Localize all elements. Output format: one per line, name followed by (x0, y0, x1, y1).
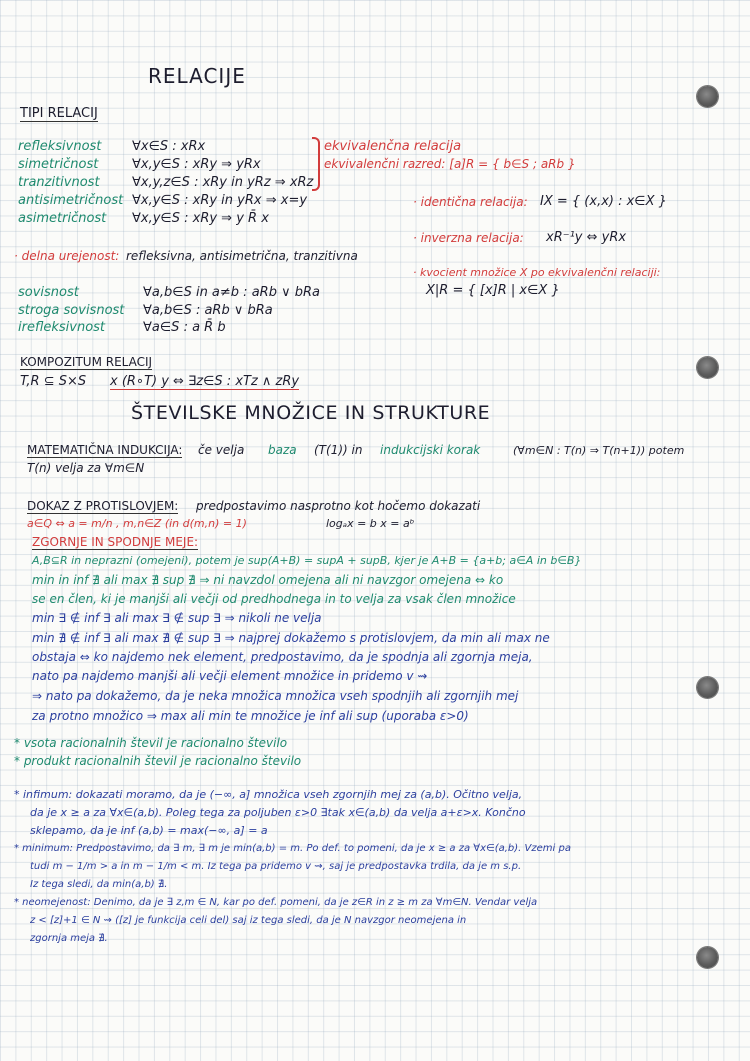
quotient-set-label: · kvocient množice X po ekvivalenčni relaciji: (413, 266, 661, 279)
induction-text: (T(1)) in (314, 443, 363, 457)
bounds-line: za protno množico ⇒ max ali min te množice je inf ali sup (uporaba ε>0) (32, 709, 469, 723)
bounds-line: ⇒ nato pa dokažemo, da je neka množica množica vseh spodnjih ali zgornjih mej (32, 689, 519, 703)
bounds-line: obstaja ⇔ ko najdemo nek element, predpostavimo, da je spodnja ali zgornja meja, (32, 650, 533, 664)
bounds-line: min in inf ∄ ali max ∄ sup ∄ ⇒ ni navzdol omejena ali ni navzgor omejena ⇔ ko (32, 573, 504, 587)
relation-name: sovisnost (18, 285, 79, 300)
binder-hole (697, 677, 718, 698)
bounds-line: min ∄ ∉ inf ∃ ali max ∄ ∉ sup ∃ ⇒ najprej dokažemo s protislovjem, da min ali max ne (32, 631, 550, 645)
contradiction-label: DOKAZ Z PROTISLOVJEM: (27, 499, 179, 513)
identity-relation-definition: IX = { (x,x) : x∈X } (540, 194, 667, 209)
induction-step: indukcijski korak (380, 443, 481, 457)
unboundedness-proof-line: * neomejenost: Denimo, da je ∃ z,m ∈ N, kar po def. pomeni, da je z∈R in z ≥ m za ∀m∈N. Vendar velja (14, 897, 538, 908)
partial-order-label: · delna urejenost: (14, 249, 120, 263)
rational-definition: a∈Q ⇔ a = m/n , m,n∈Z (in d(m,n) = 1) (27, 517, 247, 530)
relation-name: refleksivnost (18, 139, 102, 154)
bounds-line: min ∃ ∉ inf ∃ ali max ∃ ∉ sup ∃ ⇒ nikoli ne velja (32, 611, 322, 625)
relation-name: irefleksivnost (18, 320, 106, 335)
relation-definition: ∀x,y∈S : xRy ⇒ y R̄ x (132, 211, 269, 226)
quotient-set-definition: X|R = { [x]R | x∈X } (426, 283, 560, 298)
infimum-proof-line: da je x ≥ a za ∀x∈(a,b). Poleg tega za poljuben ε>0 ∃tak x∈(a,b) da velja a+ε>x. Končno (30, 806, 526, 819)
relation-definition: ∀x,y∈S : xRy ⇒ yRx (132, 157, 261, 172)
binder-hole (697, 86, 718, 107)
equivalence-relation-label: ekvivalenčna relacija (324, 139, 462, 154)
section-title-stevilske: ŠTEVILSKE MNOŽICE IN STRUKTURE (131, 402, 491, 424)
unboundedness-proof-line: zgornja meja ∄. (30, 933, 108, 944)
logarithm-note: logₐx = b x = aᵇ (326, 517, 415, 530)
relation-definition: ∀x,y,z∈S : xRy in yRz ⇒ xRz (132, 175, 314, 190)
inverse-relation-label: · inverzna relacija: (413, 231, 524, 245)
induction-label: MATEMATIČNA INDUKCIJA: (27, 443, 183, 457)
equivalence-brace (312, 137, 320, 191)
composition-domain: T,R ⊆ S×S (20, 374, 87, 389)
relation-definition: ∀x∈S : xRx (132, 139, 206, 154)
induction-text: (∀m∈N : T(n) ⇒ T(n+1)) potem (513, 444, 685, 457)
minimum-proof-line: Iz tega sledi, da min(a,b) ∄. (30, 879, 168, 890)
relation-definition: ∀a∈S : a R̄ b (143, 320, 226, 335)
identity-relation-label: · identična relacija: (413, 195, 528, 209)
relation-name: simetričnost (18, 157, 99, 172)
bounds-line: nato pa najdemo manjši ali večji element množice in pridemo v ⇝ (32, 669, 428, 683)
rational-sum-note: * vsota racionalnih števil je racionalno število (14, 736, 288, 750)
relation-definition: ∀a,b∈S in a≠b : aRb ∨ bRa (143, 285, 320, 300)
binder-hole (697, 947, 718, 968)
unboundedness-proof-line: z < [z]+1 ∈ N ⇝ ([z] je funkcija celi del) saj iz tega sledi, da je N navzgor neomejena in (30, 915, 467, 926)
section-heading-kompozitum: KOMPOZITUM RELACIJ (20, 355, 153, 369)
binder-hole (697, 357, 718, 378)
relation-name: tranzitivnost (18, 175, 100, 190)
induction-conclusion: T(n) velja za ∀m∈N (27, 461, 145, 475)
relation-name: stroga sovisnost (18, 303, 125, 318)
relation-name: antisimetričnost (18, 193, 124, 208)
bounds-heading: ZGORNJE IN SPODNJE MEJE: (32, 535, 199, 549)
bounds-line: se en člen, ki je manjši ali večji od predhodnega in to velja za vsak člen množice (32, 592, 516, 606)
minimum-proof-line: tudi m − 1/m > a in m − 1/m < m. Iz tega pa pridemo v ⇝, saj je predpostavka trdila, da je m s.p. (30, 861, 522, 872)
equivalence-class-definition: ekvivalenčni razred: [a]R = { b∈S ; aRb } (324, 157, 576, 171)
induction-text: če velja (198, 443, 245, 457)
induction-base: baza (268, 443, 297, 457)
infimum-proof-line: * infimum: dokazati moramo, da je (−∞, a] množica vseh zgornjih mej za (a,b). Očitno velja, (14, 788, 523, 801)
inverse-relation-definition: xR⁻¹y ⇔ yRx (546, 230, 627, 245)
relation-definition: ∀a,b∈S : aRb ∨ bRa (143, 303, 273, 318)
bounds-line: A,B⊆R in neprazni (omejeni), potem je sup(A+B) = supA + supB, kjer je A+B = {a+b; a∈A in b∈B} (32, 554, 582, 567)
relation-name: asimetričnost (18, 211, 107, 226)
infimum-proof-line: sklepamo, da je inf (a,b) = max(−∞, a] = a (30, 824, 268, 837)
page-title: RELACIJE (148, 64, 246, 88)
section-heading-tipi: TIPI RELACIJ (20, 106, 98, 121)
minimum-proof-line: * minimum: Predpostavimo, da ∃ m, ∃ m je min(a,b) = m. Po def. to pomeni, da je x ≥ a za ∀x∈(a,b). Vzemi pa (14, 843, 571, 854)
composition-definition: x (R∘T) y ⇔ ∃z∈S : xTz ∧ zRy (110, 374, 300, 389)
rational-product-note: * produkt racionalnih števil je racionalno število (14, 754, 302, 768)
partial-order-definition: refleksivna, antisimetrična, tranzitivna (126, 249, 358, 263)
relation-definition: ∀x,y∈S : xRy in yRx ⇒ x=y (132, 193, 308, 208)
contradiction-text: predpostavimo nasprotno kot hočemo dokazati (196, 499, 481, 513)
